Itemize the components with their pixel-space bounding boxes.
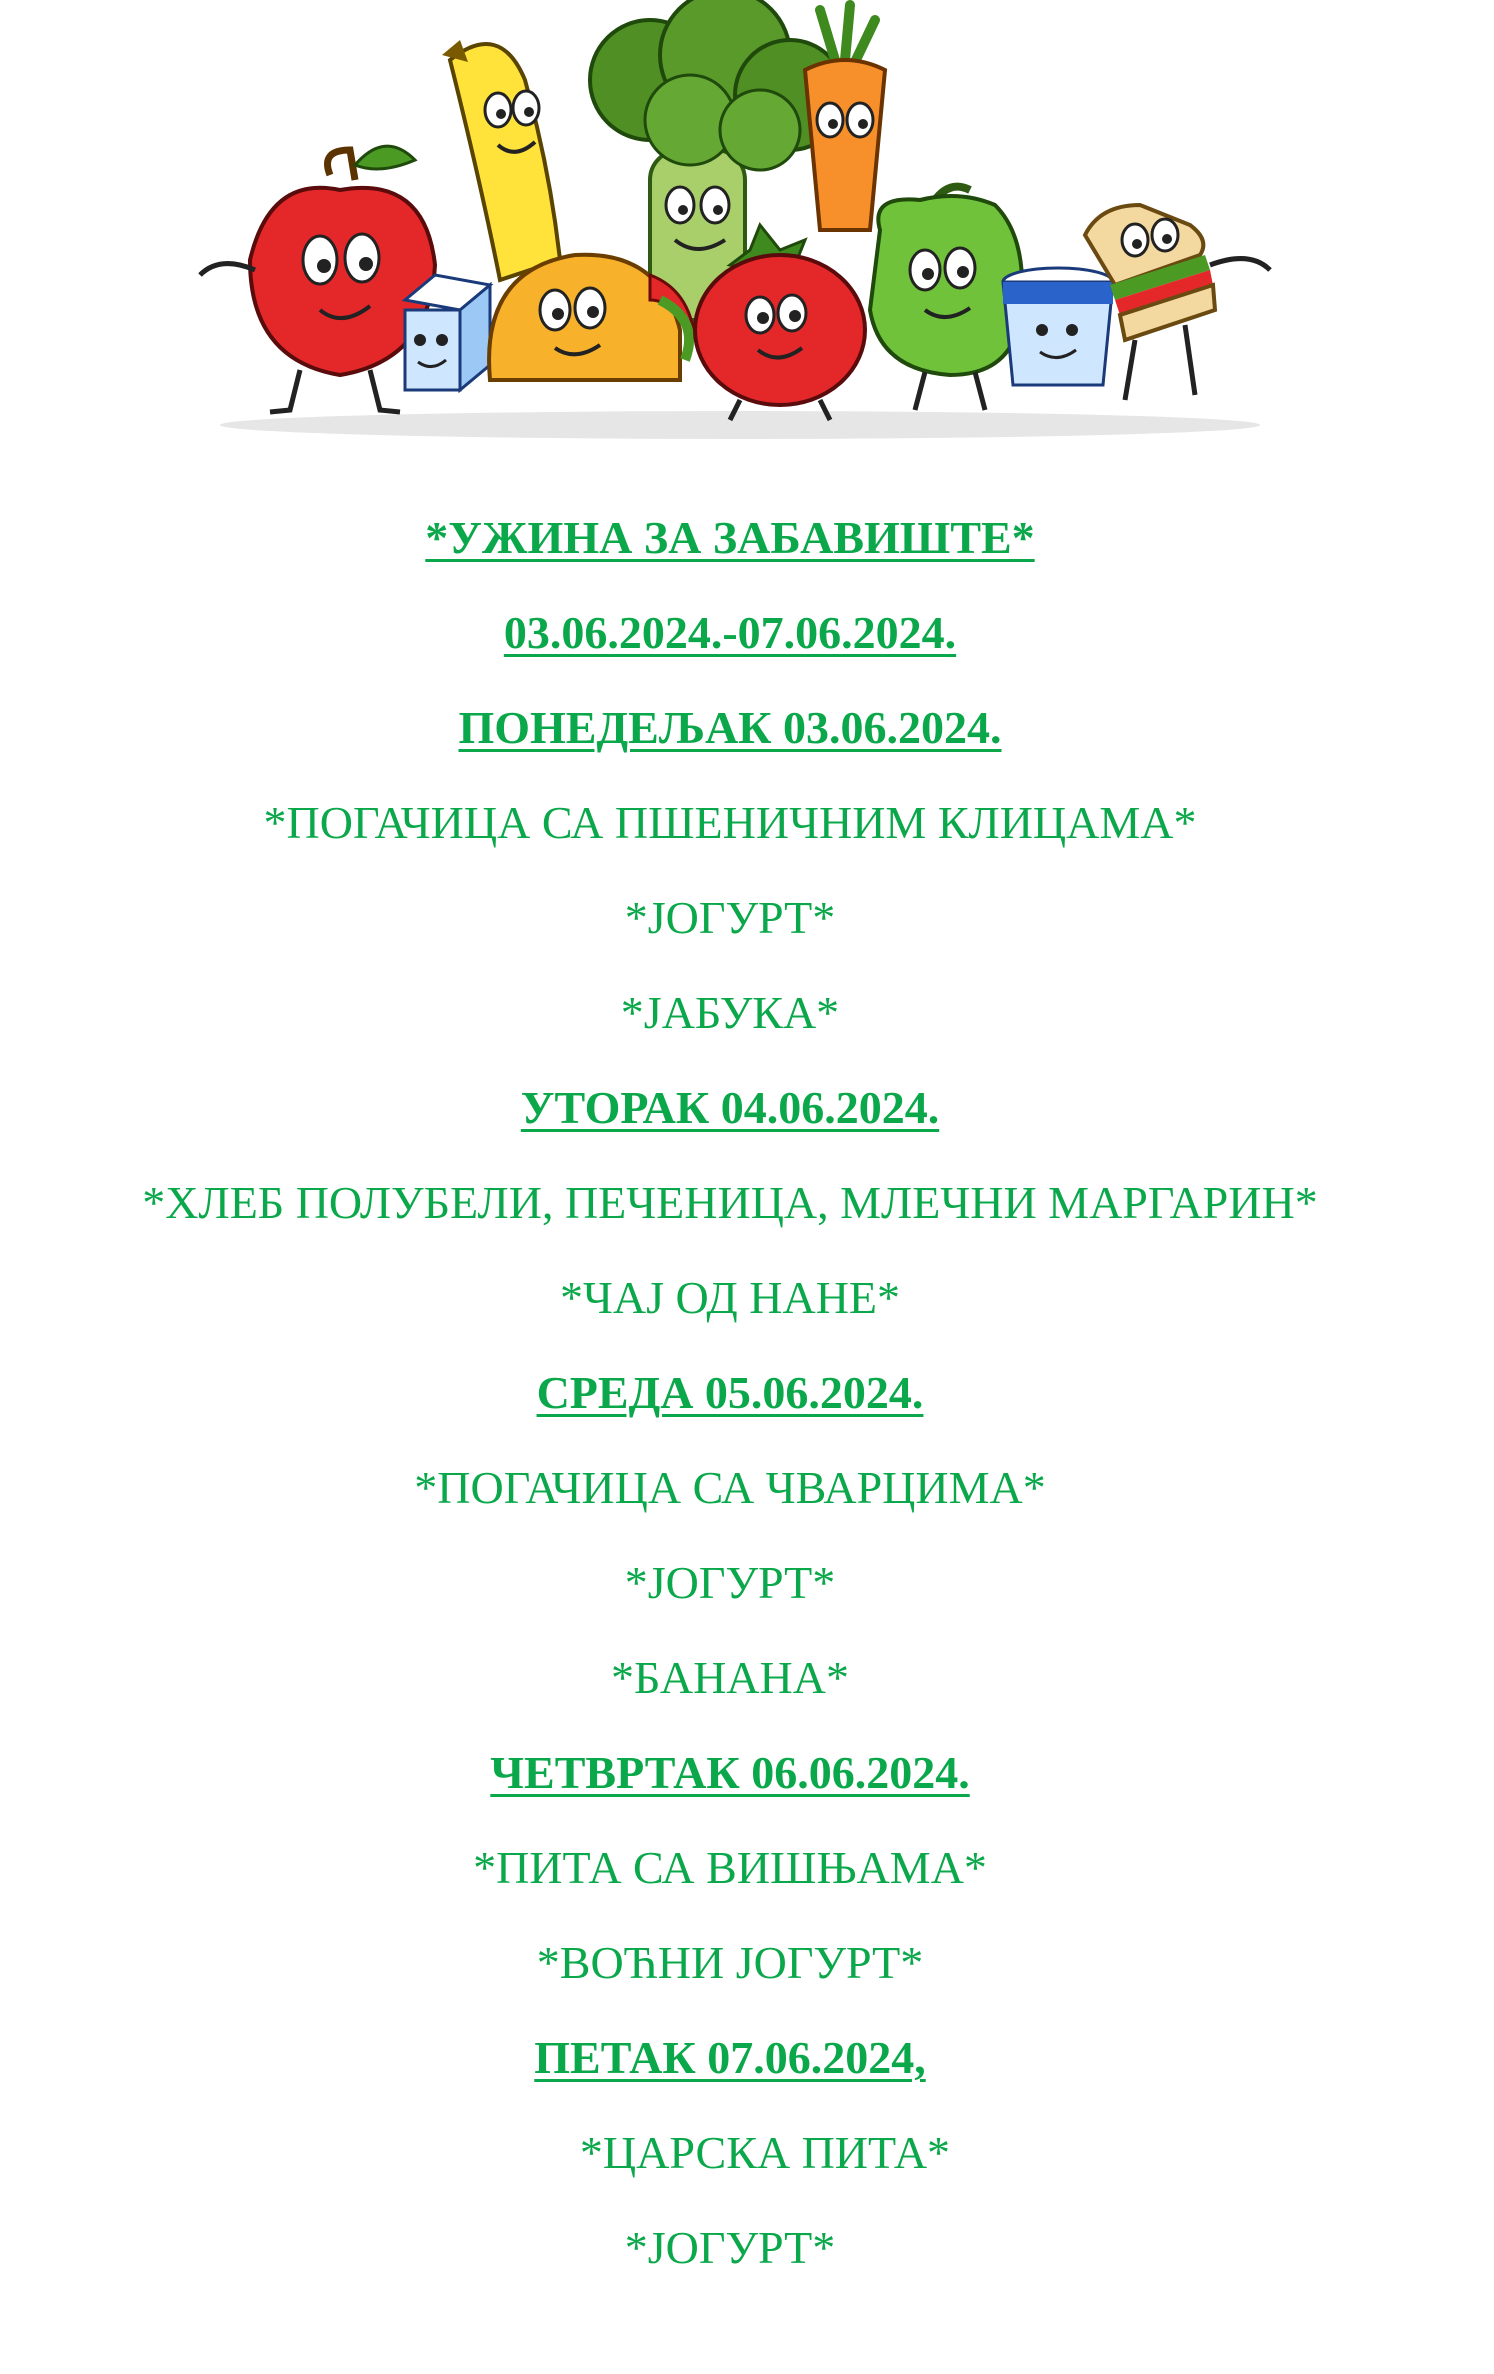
fruits-vegetables-illustration (180, 0, 1310, 440)
menu-item: *ЈАБУКА* (620, 987, 840, 1038)
day-heading-monday: ПОНЕДЕЉАК 03.06.2024. (458, 702, 1002, 753)
menu-item: *ПИТА СА ВИШЊАМА* (473, 1842, 987, 1893)
menu-item: *ХЛЕБ ПОЛУБЕЛИ, ПЕЧЕНИЦА, МЛЕЧНИ МАРГАРИН* (142, 1177, 1318, 1228)
menu-item: *ЈОГУРТ* (624, 1557, 836, 1608)
menu-item: *ЦАРСКА ПИТА* (579, 2127, 951, 2178)
day-heading-tuesday: УТОРАК 04.06.2024. (520, 1082, 940, 1133)
day-heading-thursday: ЧЕТВРТАК 06.06.2024. (490, 1747, 970, 1798)
menu-title: *УЖИНА ЗА ЗАБАВИШТЕ* (425, 512, 1035, 563)
menu-item: *ЈОГУРТ* (624, 892, 836, 943)
menu-item: *ПОГАЧИЦА СА ПШЕНИЧНИМ КЛИЦАМА* (263, 797, 1197, 848)
menu-date-range: 03.06.2024.-07.06.2024. (503, 607, 957, 658)
banana-icon (442, 40, 560, 280)
menu-item: *ЧАЈ ОД НАНЕ* (559, 1272, 901, 1323)
menu-item: *ЈОГУРТ* (624, 2222, 836, 2273)
yogurt-cup-icon (1003, 268, 1113, 385)
menu-item: *БАНАНА* (611, 1652, 849, 1703)
cartoon-fruits-and-vegetables-icon (180, 0, 1310, 440)
carrot-icon (805, 5, 885, 230)
milk-carton-icon (405, 275, 490, 390)
menu-item: *ВОЋНИ ЈОГУРТ* (536, 1937, 924, 1988)
apple-icon (200, 146, 435, 412)
snack-menu (0, 490, 1460, 2295)
day-heading-wednesday: СРЕДА 05.06.2024. (536, 1367, 924, 1418)
day-heading-friday: ПЕТАК 07.06.2024, (534, 2032, 926, 2083)
menu-item: *ПОГАЧИЦА СА ЧВАРЦИМА* (414, 1462, 1046, 1513)
bell-pepper-icon (870, 187, 1022, 410)
